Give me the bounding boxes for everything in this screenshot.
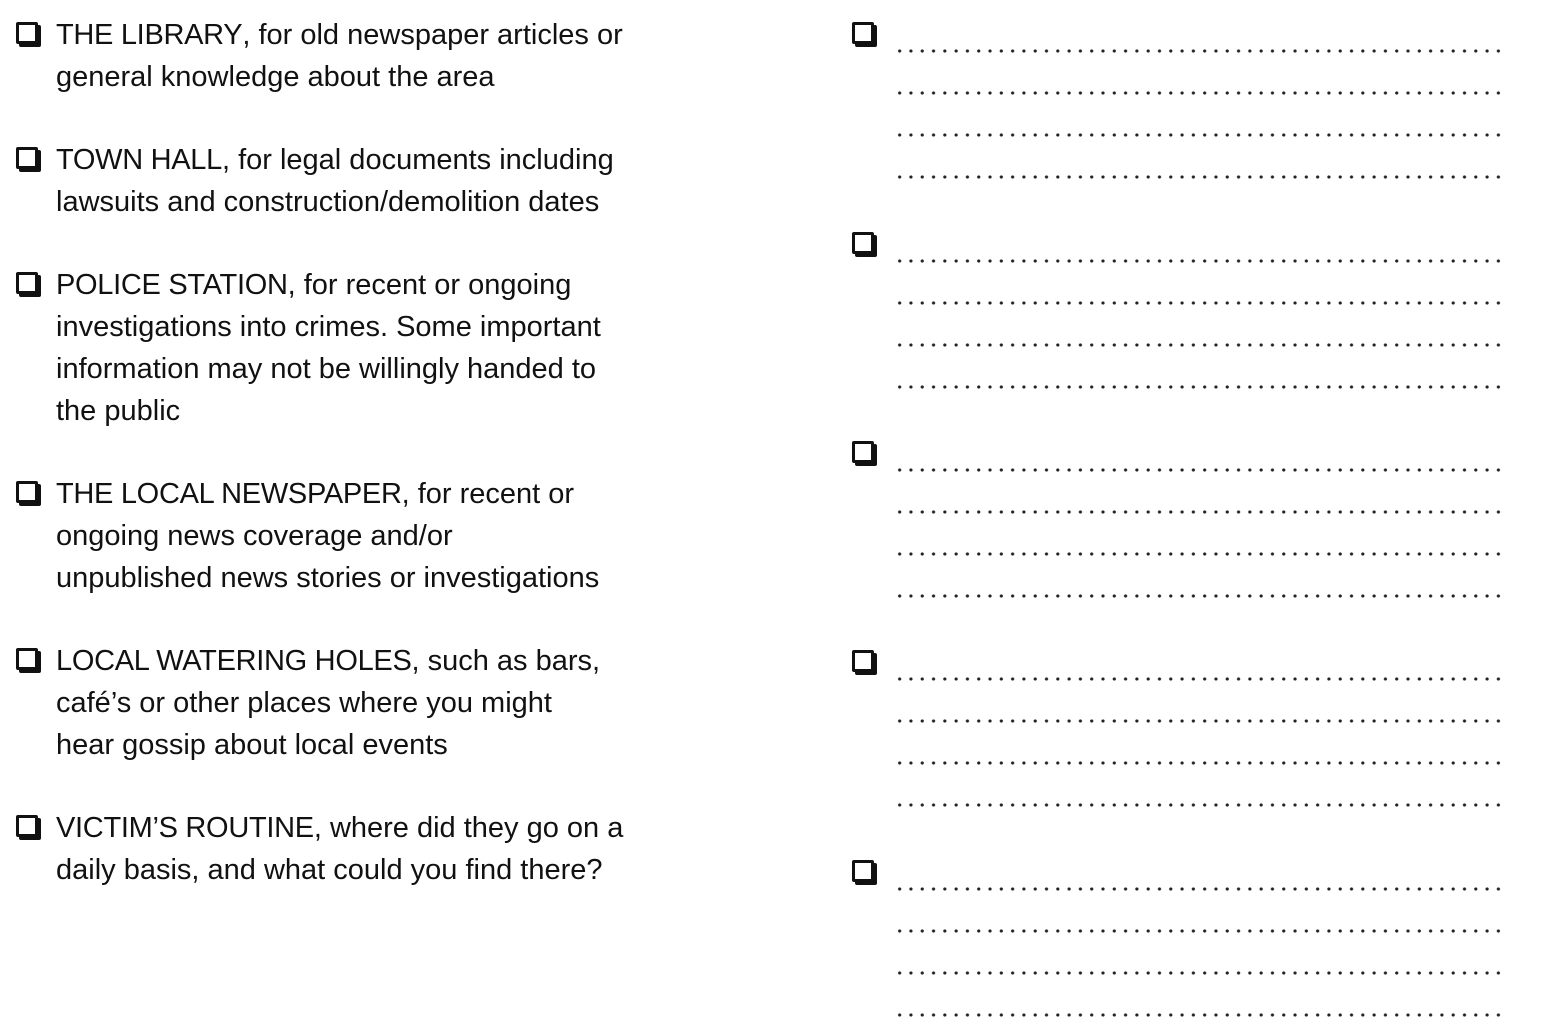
note-line[interactable] (894, 563, 1506, 605)
note-line[interactable] (894, 354, 1506, 396)
note-line[interactable] (894, 772, 1506, 814)
note-line[interactable] (894, 228, 1506, 270)
item-label: THE LIBRARY (56, 19, 243, 51)
item-label: POLICE STATION (56, 269, 288, 301)
checklist-item-town-hall (14, 139, 714, 223)
checkbox[interactable] (16, 481, 38, 503)
note-line[interactable] (894, 312, 1506, 354)
note-line[interactable] (894, 730, 1506, 772)
note-line[interactable] (894, 982, 1506, 1024)
item-desc: hear gossip about local events (56, 729, 448, 761)
checkbox[interactable] (16, 648, 38, 670)
note-block (850, 228, 1506, 396)
checklist-item-police-station (14, 264, 714, 432)
item-desc: general knowledge about the area (56, 61, 495, 93)
checklist-item-local-newspaper (14, 473, 714, 599)
item-desc: , for old newspaper articles or (242, 19, 623, 51)
item-desc: , for legal documents including (221, 144, 614, 176)
checkbox[interactable] (852, 860, 874, 882)
item-desc: daily basis, and what could you find there? (56, 854, 603, 886)
note-block (850, 437, 1506, 605)
note-line[interactable] (894, 102, 1506, 144)
checklist-item-victims-routine (14, 807, 714, 891)
note-line[interactable] (894, 18, 1506, 60)
item-desc: the public (56, 395, 181, 427)
checkbox[interactable] (16, 147, 38, 169)
note-line[interactable] (894, 479, 1506, 521)
note-line[interactable] (894, 898, 1506, 940)
note-line[interactable] (894, 688, 1506, 730)
note-line[interactable] (894, 144, 1506, 186)
checklist-item-watering-holes (14, 640, 714, 766)
item-desc: , for recent or (401, 478, 575, 510)
note-line[interactable] (894, 60, 1506, 102)
checkbox[interactable] (852, 441, 874, 463)
note-block (850, 646, 1506, 814)
note-line[interactable] (894, 856, 1506, 898)
checklist (14, 14, 714, 891)
item-label: THE LOCAL NEWSPAPER (56, 478, 402, 510)
note-line[interactable] (894, 521, 1506, 563)
checkbox[interactable] (16, 22, 38, 44)
checklist-item-library (14, 14, 714, 98)
note-line[interactable] (894, 270, 1506, 312)
item-label: LOCAL WATERING HOLES (56, 645, 412, 677)
item-desc: , such as bars, (411, 645, 601, 677)
checkbox[interactable] (852, 650, 874, 672)
item-desc: , for recent or ongoing (287, 269, 572, 301)
checkbox[interactable] (16, 272, 38, 294)
item-desc: ongoing news coverage and/or (56, 520, 453, 552)
item-desc: information may not be willingly handed to (56, 353, 597, 385)
notes-column (850, 18, 1510, 186)
item-desc: lawsuits and construction/demolition dates (56, 186, 600, 218)
note-line[interactable] (894, 646, 1506, 688)
item-desc: unpublished news stories or investigations (56, 562, 600, 594)
item-desc: café’s or other places where you might (56, 687, 552, 719)
checkbox[interactable] (852, 22, 874, 44)
checkbox[interactable] (16, 815, 38, 837)
note-line[interactable] (894, 940, 1506, 982)
note-block (850, 18, 1510, 186)
item-label: TOWN HALL (56, 144, 222, 176)
item-desc: investigations into crimes. Some important (56, 311, 601, 343)
note-block (850, 856, 1506, 1024)
checkbox[interactable] (852, 232, 874, 254)
item-label: VICTIM’S ROUTINE (56, 812, 314, 844)
item-desc: , where did they go on a (313, 812, 624, 844)
note-line[interactable] (894, 437, 1506, 479)
